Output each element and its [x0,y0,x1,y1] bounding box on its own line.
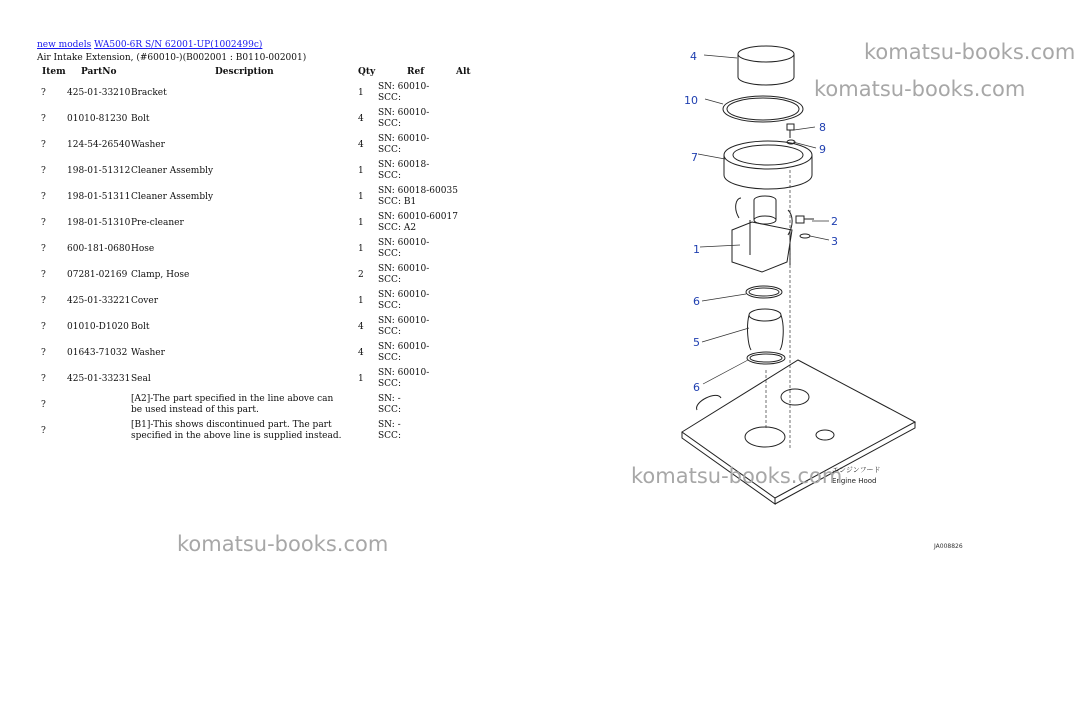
description-cell: Clamp, Hose [131,270,190,280]
ref-sn: SN: 60010-60017 [378,212,458,222]
callout-6-lower: 6 [693,381,700,394]
qty-cell: 1 [358,296,364,306]
header-ref: Ref [407,67,425,77]
qty-cell: 1 [358,374,364,384]
ref-cell [378,394,401,416]
ref-sn: SN: - [378,420,401,430]
ref-sn: SN: 60010- [378,108,430,118]
ref-sn: SN: 60018-60035 [378,186,458,196]
note-row [0,392,540,418]
description-cell: Seal [131,374,151,384]
item-cell: ? [41,400,46,410]
ref-sn: SN: 60010- [378,290,430,300]
description-cell: Washer [131,348,165,358]
description-cell: Pre-cleaner [131,218,184,228]
engine-hood-label-jp: エンジンフード [832,466,881,474]
ref-cell [378,290,429,312]
ref-sn: SN: 60010- [378,316,430,326]
ref-scc: SCC: A2 [378,223,417,233]
note-text: [A2]-The part specified in the line above can be used instead of this part. [131,394,334,415]
ref-scc: SCC: [378,249,401,259]
partno-cell: 198-01-51312 [67,166,131,176]
partno-cell: 600-181-0680 [67,244,131,254]
watermark-diagram: komatsu-books.com [631,464,843,488]
callout-8: 8 [819,121,826,134]
ref-scc: SCC: [378,275,401,285]
ref-sn: SN: 60010- [378,82,430,92]
item-cell: ? [41,218,46,228]
ref-cell [378,342,429,364]
qty-cell: 4 [358,348,364,358]
callout-5: 5 [693,336,700,349]
ref-scc: SCC: [378,145,401,155]
item-cell: ? [41,244,46,254]
ref-scc: SCC: [378,379,401,389]
table-row [0,184,540,210]
table-row [0,210,540,236]
bracket-assembly [732,222,792,272]
ref-sn: SN: - [378,394,401,404]
table-row [0,236,540,262]
ref-cell [378,82,429,104]
item-cell: ? [41,270,46,280]
header-description: Description [215,67,274,77]
diagram-code: JA008826 [934,543,963,550]
ref-sn: SN: 60010- [378,342,430,352]
partno-cell: 01010-81230 [67,114,128,124]
qty-cell: 2 [358,270,364,280]
ref-sn: SN: 60010- [378,238,430,248]
table-row [0,106,540,132]
header-qty: Qty [358,67,376,77]
ref-scc: SCC: [378,431,401,441]
callout-9: 9 [819,143,826,156]
ref-cell [378,264,429,286]
qty-cell: 1 [358,244,364,254]
description-cell: Cleaner Assembly [131,166,214,176]
qty-cell: 1 [358,218,364,228]
callout-10: 10 [684,94,698,107]
partno-cell: 198-01-51311 [67,192,131,202]
description-cell: Cover [131,296,159,306]
description-cell: Bolt [131,322,150,332]
page-subtitle: Air Intake Extension, (#60010-)(B002001 : B0110-002001) [37,53,307,63]
ref-scc: SCC: [378,171,401,181]
partno-cell: 198-01-51310 [67,218,131,228]
ref-cell [378,212,458,234]
ref-scc: SCC: [378,93,401,103]
qty-cell: 4 [358,140,364,150]
note-text: [B1]-This shows discontinued part. The part specified in the above line is supplied instead. [131,420,342,441]
ref-cell [378,134,429,156]
partno-cell: 124-54-26540 [67,140,131,150]
breadcrumb-link-new-models[interactable]: new models [37,40,92,50]
ref-sn: SN: 60010- [378,264,430,274]
ref-sn: SN: 60010- [378,134,430,144]
ref-scc: SCC: [378,301,401,311]
breadcrumb [37,40,262,50]
qty-cell: 4 [358,114,364,124]
table-row [0,132,540,158]
qty-cell: 1 [358,192,364,202]
callout-4: 4 [690,50,697,63]
callout-7: 7 [691,151,698,164]
qty-cell: 1 [358,166,364,176]
partno-cell: 425-01-33221 [67,296,131,306]
item-cell: ? [41,296,46,306]
table-row [0,262,540,288]
seal-ring-part [723,96,803,122]
ref-sn: SN: 60018- [378,160,430,170]
description-cell: Bracket [131,88,167,98]
watermark-top-right: komatsu-books.com [864,40,1075,64]
hose-part [749,309,781,321]
callout-1: 1 [693,243,700,256]
ref-cell [378,368,429,390]
ref-scc: SCC: [378,405,401,415]
washer-part-side [800,234,810,238]
partno-cell: 07281-02169 [67,270,128,280]
table-row [0,314,540,340]
table-row [0,80,540,106]
table-row [0,366,540,392]
partno-cell: 425-01-33231 [67,374,131,384]
item-cell: ? [41,192,46,202]
callout-2: 2 [831,215,838,228]
item-cell: ? [41,140,46,150]
qty-cell: 1 [358,88,364,98]
engine-hood-label-en: Engine Hood [832,477,877,485]
header-item: Item [42,67,66,77]
partno-cell: 01010-D1020 [67,322,129,332]
header-alt: Alt [456,67,471,77]
ref-scc: SCC: [378,353,401,363]
watermark-right: komatsu-books.com [814,77,1026,101]
item-cell: ? [41,348,46,358]
table-row [0,158,540,184]
callout-6-upper: 6 [693,295,700,308]
ref-scc: SCC: [378,327,401,337]
item-cell: ? [41,322,46,332]
ref-cell [378,186,458,208]
item-cell: ? [41,426,46,436]
description-cell: Washer [131,140,165,150]
item-cell: ? [41,166,46,176]
ref-sn: SN: 60010- [378,368,430,378]
item-cell: ? [41,374,46,384]
ref-cell [378,160,429,182]
note-row [0,418,540,444]
item-cell: ? [41,114,46,124]
item-cell: ? [41,88,46,98]
ref-cell [378,316,429,338]
breadcrumb-link-model[interactable]: WA500-6R S/N 62001-UP(1002499c) [94,40,263,50]
ref-cell [378,108,429,130]
bolt-part-side [796,216,814,223]
description-cell: Bolt [131,114,150,124]
partno-cell: 425-01-33210 [67,88,131,98]
ref-cell [378,238,429,260]
cover-part [738,46,794,62]
table-row [0,340,540,366]
bolt-part-top [787,124,794,138]
table-row [0,288,540,314]
ref-scc: SCC: B1 [378,197,417,207]
partno-cell: 01643-71032 [67,348,128,358]
description-cell: Cleaner Assembly [131,192,214,202]
qty-cell: 4 [358,322,364,332]
ref-cell [378,420,401,442]
ref-scc: SCC: [378,119,401,129]
callout-3: 3 [831,235,838,248]
description-cell: Hose [131,244,155,254]
watermark-bottom-left: komatsu-books.com [177,532,389,556]
header-partno: PartNo [81,67,117,77]
